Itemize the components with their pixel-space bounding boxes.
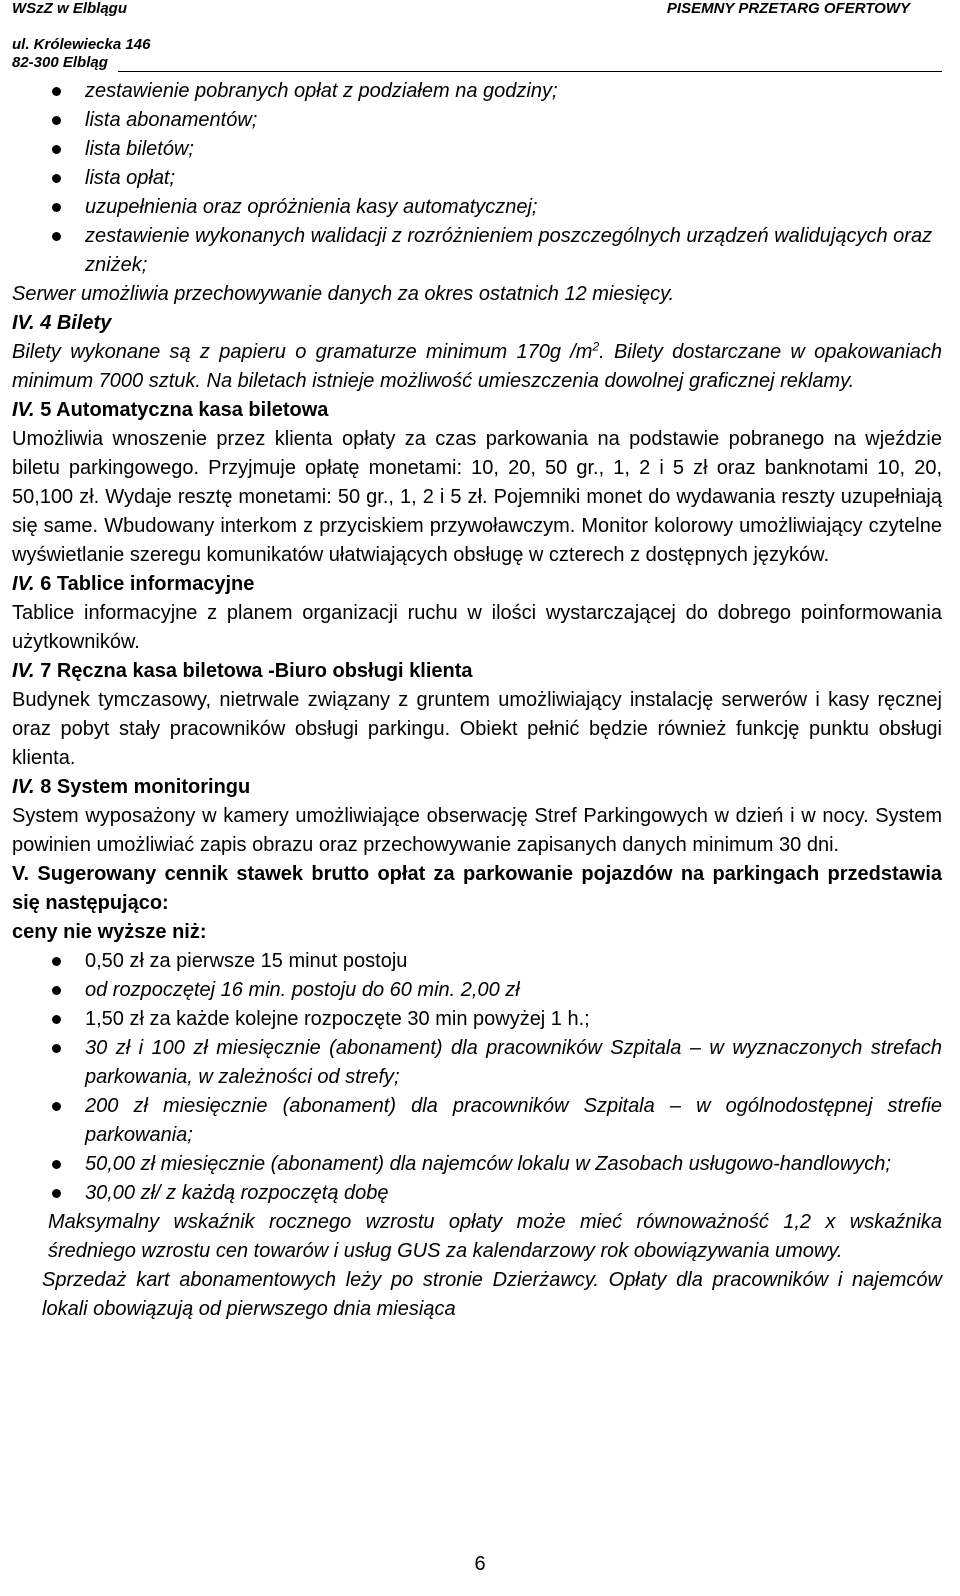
header-city: 82-300 Elbląg <box>12 54 108 71</box>
list-item: lista opłat; <box>12 164 942 193</box>
list-item: 30,00 zł/ z każdą rozpoczętą dobę <box>12 1179 942 1208</box>
page-content <box>12 77 942 1324</box>
section-text-iv6: Tablice informacyjne z planem organizacji ruchu w ilości wystarczającej do dobrego poinformowania użytkowników. <box>12 602 942 653</box>
header-school: WSzZ w Elblągu <box>12 0 127 17</box>
list-item: lista abonamentów; <box>12 106 942 135</box>
section-text-iv8: System wyposażony w kamery umożliwiające obserwację Stref Parkingowych w dzień i w nocy. System powinien umożliwiać zapis obrazu oraz przechowywanie zapisanych danych minimum 30 dni. <box>12 805 942 856</box>
list-item: zestawienie pobranych opłat z podziałem na godziny; <box>12 77 942 106</box>
list-item: 200 zł miesięcznie (abonament) dla pracowników Szpitala – w ogólnodostępnej strefie parkowania; <box>12 1092 942 1150</box>
page-number: 6 <box>474 1553 486 1575</box>
section-heading-iv8: IV. 8 System monitoringu <box>12 776 251 798</box>
list-item: 30 zł i 100 zł miesięcznie (abonament) dla pracowników Szpitala – w wyznaczonych strefach parkowania, w zależności od strefy; <box>12 1034 942 1092</box>
header-street: ul. Królewiecka 146 <box>12 36 151 53</box>
section-text-iv5: Umożliwia wnoszenie przez klienta opłaty za czas parkowania na podstawie pobranego na wjeździe biletu parkingowego. Przyjmuje opłatę monetami: 10, 20, 50 gr., 1, 2 i 5 zł oraz banknotami 10, 20, 50,100 zł. Wydaje resztę monetami: 50 gr., 1, 2 i 5 zł. Pojemniki monet do wydawania reszty uzupełniają się same. Wbudowany interkom z przyciskiem przywoławczym. Monitor kolorowy umożliwiający czytelne wyświetlanie szeregu komunikatów ułatwiających obsługę w czterech z dostępnych języków. <box>12 428 942 566</box>
section-heading-iv5: IV. 5 Automatyczna kasa biletowa <box>12 399 329 421</box>
list-item: 50,00 zł miesięcznie (abonament) dla najemców lokalu w Zasobach usługowo-handlowych; <box>12 1150 942 1179</box>
section-heading-v: V. Sugerowany cennik stawek brutto opłat za parkowanie pojazdów na parkingach przedstawia się następująco: <box>12 863 942 914</box>
section-text-iv4: Bilety wykonane są z papieru o gramaturze minimum 170g $/m^2$. Bilety dostarczane w opakowaniach minimum 7000 sztuk. Na biletach istnieje możliwość umieszczenia dowolnej graficznej reklamy. <box>12 339 942 392</box>
list-item: 1,50 zł za każde kolejne rozpoczęte 30 min powyżej 1 h.; <box>12 1005 942 1034</box>
header-rule <box>118 71 942 72</box>
section-heading-iv4: IV. 4 Bilety <box>12 312 112 334</box>
paragraph-subscription-sale: Sprzedaż kart abonamentowych leży po stronie Dzierżawcy. Opłaty dla pracowników i najemców lokali obowiązują od pierwszego dnia miesiąca <box>42 1269 942 1320</box>
list-item: od rozpoczętej 16 min. postoju do 60 min. 2,00 zł <box>12 976 942 1005</box>
price-subtitle: ceny nie wyższe niż: <box>12 921 207 943</box>
paragraph-max-increase: Maksymalny wskaźnik rocznego wzrostu opłaty może mieć równoważność 1,2 x wskaźnika średniego wzrostu cen towarów i usług GUS za kalendarzowy rok obowiązywania umowy. <box>48 1211 942 1262</box>
section-text-iv7: Budynek tymczasowy, nietrwale związany z gruntem umożliwiający instalację serwerów i kasy ręcznej oraz pobyt stały pracowników obsługi parkingu. Obiekt pełnić będzie również funkcję punktu obsługi klienta. <box>12 689 942 769</box>
price-list <box>12 947 942 1208</box>
server-text: Serwer umożliwia przechowywanie danych za okres ostatnich 12 miesięcy. <box>12 283 675 305</box>
report-list <box>12 77 942 280</box>
section-heading-iv7: IV. 7 Ręczna kasa biletowa -Biuro obsługi klienta <box>12 660 473 682</box>
list-item: zestawienie wykonanych walidacji z rozróżnieniem poszczególnych urządzeń walidujących oraz zniżek; <box>12 222 942 280</box>
list-item: 0,50 zł za pierwsze 15 minut postoju <box>12 947 942 976</box>
list-item: lista biletów; <box>12 135 942 164</box>
section-heading-iv6: IV. 6 Tablice informacyjne <box>12 573 255 595</box>
list-item: uzupełnienia oraz opróżnienia kasy automatycznej; <box>12 193 942 222</box>
header-doc-type: PISEMNY PRZETARG OFERTOWY <box>666 0 910 17</box>
